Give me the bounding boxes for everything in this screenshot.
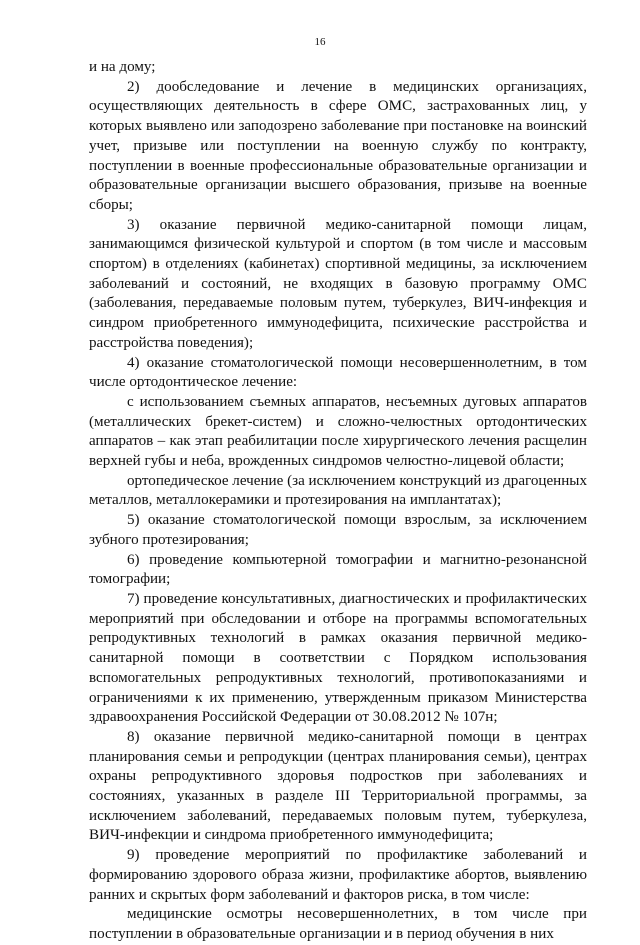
page-number: 16 [314, 36, 326, 48]
paragraph: 5) оказание стоматологической помощи взрослым, за исключением зубного протезирования; [89, 512, 587, 548]
paragraph: ортопедическое лечение (за исключением конструкций из драгоценных металлов, металлокерамики и протезирования на имплантатах); [89, 472, 587, 509]
paragraph: и на дому; [89, 59, 156, 75]
paragraph: 7) проведение консультативных, диагностических и профилактических мероприятий при обследовании и отборе на программы вспомогательных репродуктивных технологий в рамках оказания первичной медико-санитарной помощи в соответствии с Порядком использования вспомогательных репродуктивных технологий, противопоказаниями и ограничениями к их применению, утвержденным приказом Министерства здравоохранения Российской Федерации от 30.08.2012 № 107н; [89, 590, 587, 726]
paragraph: 8) оказание первичной медико-санитарной помощи в центрах планирования семьи и репродукции (центрах планирования семьи), центрах охраны репродуктивного здоровья подростков при заболеваниях и состояниях, указанных в разделе III Территориальной программы, за исключением заболеваний, передаваемых половым путем, туберкулеза, ВИЧ-инфекции и синдрома приобретенного иммунодефицита; [89, 728, 587, 844]
paragraph: 6) проведение компьютерной томографии и магнитно-резонансной томографии; [89, 551, 587, 588]
paragraph: 4) оказание стоматологической помощи несовершеннолетним, в том числе ортодонтическое лечение: [89, 354, 587, 391]
paragraph: 9) проведение мероприятий по профилактике заболеваний и формированию здорового образа жизни, профилактике абортов, выявлению ранних и скрытых форм заболеваний и факторов риска, в том числе: [89, 847, 587, 903]
document-body [89, 58, 587, 945]
paragraph: медицинские осмотры несовершеннолетних, в том числе при поступлении в образовательные организации и в период обучения в них [89, 906, 587, 942]
paragraph: 2) дообследование и лечение в медицинских организациях, осуществляющих деятельность в сфере ОМС, застрахованных лиц, у которых выявлено или заподозрено заболевание при постановке на воинский учет, призыве или поступлении на военную службу по контракту, поступлении в военные профессиональные образовательные организации и образовательные организации высшего образования, призыве на военные сборы; [89, 78, 587, 213]
paragraph: 3) оказание первичной медико-санитарной помощи лицам, занимающимся физической культурой и спортом (в том числе и массовым спортом) в отделениях (кабинетах) спортивной медицины, за исключением заболеваний и состояний, не входящих в базовую программу ОМС (заболевания, передаваемые половым путем, туберкулез, ВИЧ-инфекция и синдром приобретенного иммунодефицита, психические расстройства и расстройства поведения); [89, 216, 587, 351]
paragraph: с использованием съемных аппаратов, несъемных дуговых аппаратов (металлических брекет-систем) и сложно-челюстных ортодонтических аппаратов – как этап реабилитации после хирургического лечения расщелин верхней губы и неба, врожденных синдромов челюстно-лицевой области; [89, 393, 587, 470]
